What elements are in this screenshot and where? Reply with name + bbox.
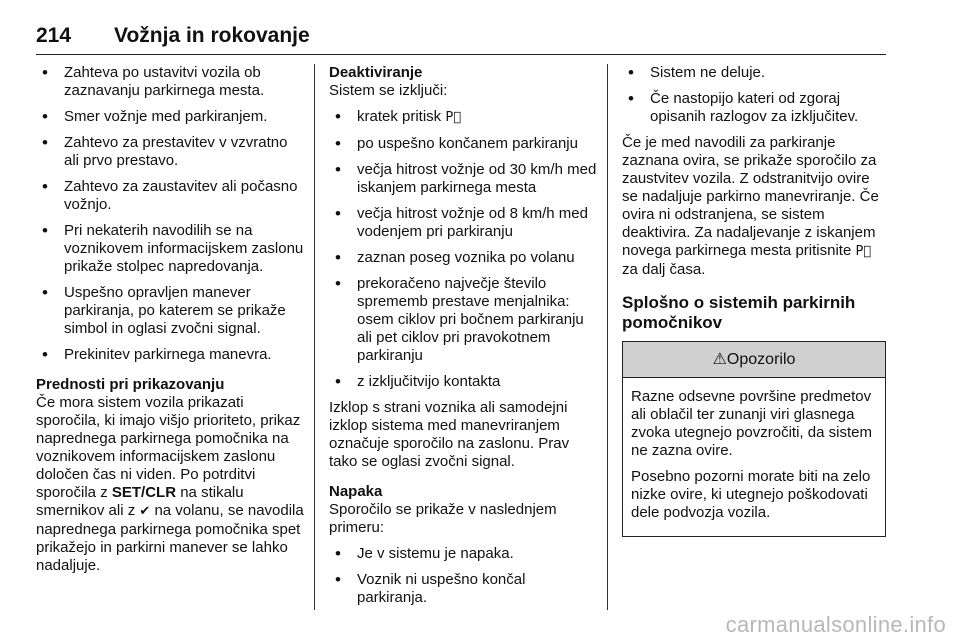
warning-triangle-icon: ⚠	[712, 349, 727, 368]
list-item: • večja hitrost vožnje od 8 km/h med vodenjem pri parkiranju	[329, 205, 597, 241]
paragraph-priority: Če mora sistem vozila prikazati sporočila, ki imajo višjo prioriteto, prikaz naprednega parkirnega pomočnika na voznikovem informacijskem zaslonu določen čas ni viden. Po potrditvi sporočila z SET/CLR na stikalu smernikov ali z ✔ na volanu, se navodila naprednega parkirnega pomočnika spet prikažejo in parkirni manever se lahko nadaljuje.	[36, 394, 304, 574]
list-item: • Smer vožnje med parkiranjem.	[36, 108, 304, 126]
list-item: • Pri nekaterih navodilih se na voznikovem informacijskem zaslonu prikaže stolpec napredovanja.	[36, 222, 304, 276]
paragraph-obstacle: Če je med navodili za parkiranje zaznana ovira, se prikaže sporočilo za zaustvitev vozila. Z odstranitvijo ovire se nadaljuje parkirno manevriranje. Če ovira ni odstranjena, se sistem deaktivira. Za nadaljevanje z iskanjem novega parkirnega mesta pritisnite P⃞ za dalj časa.	[622, 134, 879, 278]
warning-box	[622, 341, 886, 537]
intro-fault: Sporočilo se prikaže v naslednjem primeru:	[329, 501, 557, 536]
intro-deactivation: Sistem se izključi:	[329, 82, 448, 99]
section-heading-priority: Prednosti pri prikazovanju	[36, 376, 225, 393]
list-item: • Zahteva po ustavitvi vozila ob zaznavanju parkirnega mesta.	[36, 64, 304, 100]
list-item: • Uspešno opravljen manever parkiranja, po katerem se prikaže simbol in oglasi zvočni signal.	[36, 284, 304, 338]
parking-button-icon: P⃞	[445, 110, 461, 125]
bullet-list-fault-cont	[622, 64, 888, 126]
list-item: • Če nastopijo kateri od zgoraj opisanih razlogov za izključitev.	[622, 90, 888, 126]
parking-button-icon: P⃞	[855, 244, 872, 259]
list-item: • zaznan poseg voznika po volanu	[329, 249, 597, 267]
column-divider-1	[314, 64, 315, 610]
bullet-list-deactivation	[329, 108, 597, 391]
page-header	[36, 22, 886, 55]
warning-paragraph: Razne odsevne površine predmetov ali oblačil ter zunanji viri glasnega zvoka utegnejo povzročiti, da sistem ne zazna ovire.	[631, 388, 872, 459]
list-item: • Prekinitev parkirnega manevra.	[36, 346, 304, 364]
page-title: Vožnja in rokovanje	[114, 24, 310, 47]
list-item: • Sistem ne deluje.	[622, 64, 888, 82]
checkmark-icon: ✔	[139, 504, 151, 519]
watermark: carmanualsonline.info	[725, 612, 946, 637]
list-item: • Zahtevo za zaustavitev ali počasno vožnjo.	[36, 178, 304, 214]
section-heading-deactivation: Deaktiviranje	[329, 64, 423, 81]
section-heading-fault: Napaka	[329, 483, 383, 500]
warning-body	[623, 378, 885, 536]
list-item: • prekoračeno največje število sprememb prestave menjalnika: osem ciklov pri bočnem parkiranju ali pet ciklov pri pravokotnem parkiranju	[329, 275, 597, 365]
list-item: • Voznik ni uspešno končal parkiranja.	[329, 571, 597, 607]
column-divider-2	[607, 64, 608, 610]
list-item: • Je v sistemu je napaka.	[329, 545, 597, 563]
warning-header	[623, 342, 885, 378]
section-heading-general: Splošno o sistemih parkirnih pomočnikov	[622, 293, 856, 332]
column-3	[622, 64, 888, 537]
list-item: • večja hitrost vožnje od 30 km/h med iskanjem parkirnega mesta	[329, 161, 597, 197]
list-item: • Zahtevo za prestavitev v vzvratno ali prvo prestavo.	[36, 134, 304, 170]
warning-paragraph: Posebno pozorni morate biti na zelo nizke ovire, ki utegnejo poškodovati dele podvozja vozila.	[631, 468, 871, 521]
warning-title: Opozorilo	[726, 351, 796, 368]
page-number: 214	[36, 24, 72, 47]
set-clr-button-label: SET/CLR	[111, 484, 177, 501]
column-2	[329, 64, 597, 615]
list-item: • z izključitvijo kontakta	[329, 373, 597, 391]
list-item: • kratek pritisk P⃞	[329, 108, 597, 127]
bullet-list-fault	[329, 545, 597, 607]
column-1	[36, 64, 304, 583]
bullet-list-display-info	[36, 64, 304, 364]
list-item: • po uspešno končanem parkiranju	[329, 135, 597, 153]
paragraph-shutdown: Izklop s strani voznika ali samodejni izklop sistema med manevriranjem označuje sporočilo na zaslonu. Prav tako se oglasi zvočni signal.	[329, 399, 570, 470]
